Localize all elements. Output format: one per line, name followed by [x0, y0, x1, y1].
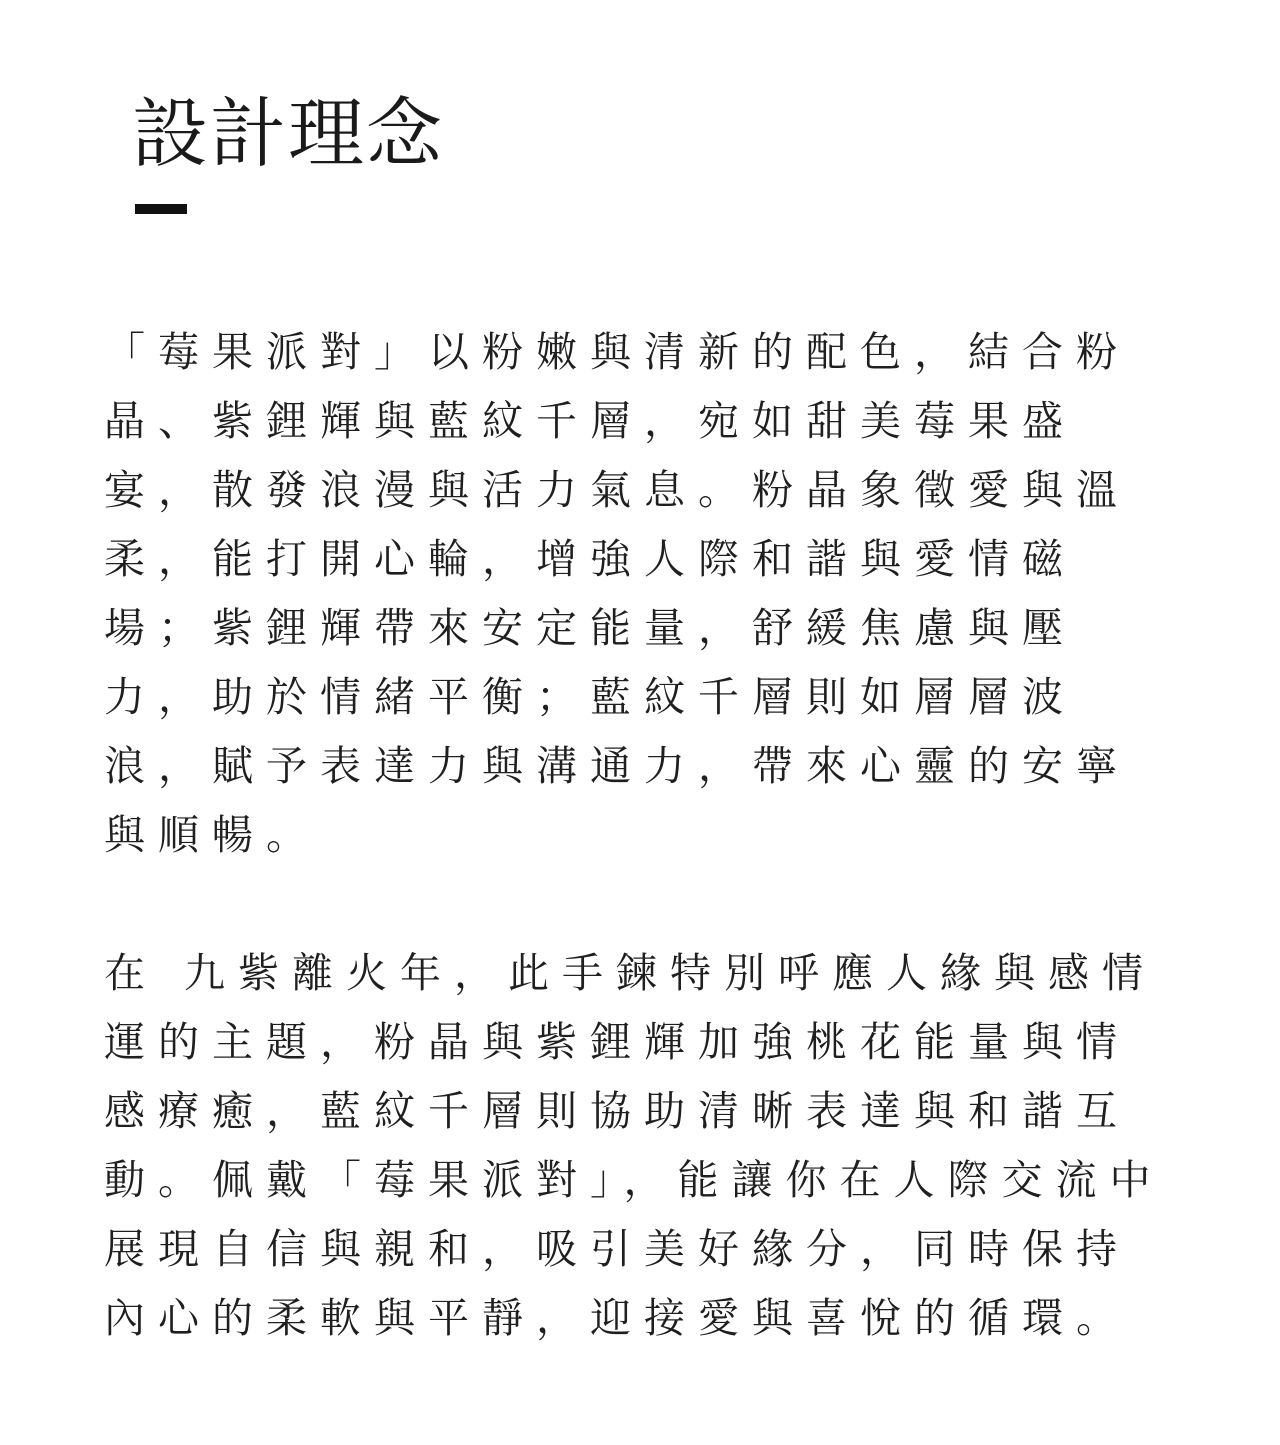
text-line: 動。佩戴「莓果派對」，能讓你在人際交流中	[104, 1156, 1164, 1204]
body-text	[104, 318, 1204, 1422]
text-line: 內心的柔軟與平靜，迎接愛與喜悅的循環。	[104, 1294, 1130, 1342]
text-line: 在 九紫離火年，此手鍊特別呼應人緣與感情	[104, 949, 1157, 997]
text-line: 宴，散發浪漫與活力氣息。粉晶象徵愛與溫	[104, 466, 1130, 514]
text-line: 浪，賦予表達力與溝通力，帶來心靈的安寧	[104, 742, 1130, 790]
text-line: 感療癒，藍紋千層則協助清晰表達與和諧互	[104, 1087, 1130, 1135]
text-line: 運的主題，粉晶與紫鋰輝加強桃花能量與情	[104, 1018, 1130, 1066]
text-line: 晶、紫鋰輝與藍紋千層，宛如甜美莓果盛	[104, 397, 1076, 445]
title-underline	[135, 204, 187, 214]
page-title: 設計理念	[132, 89, 444, 178]
text-line: 力，助於情緒平衡；藍紋千層則如層層波	[104, 673, 1076, 721]
paragraph-fortune	[104, 939, 1204, 1353]
text-line: 場；紫鋰輝帶來安定能量，舒緩焦慮與壓	[104, 604, 1076, 652]
text-line: 與順暢。	[104, 811, 320, 859]
paragraph-intro	[104, 318, 1204, 870]
text-line: 展現自信與親和，吸引美好緣分，同時保持	[104, 1225, 1130, 1273]
text-line: 柔，能打開心輪，增強人際和諧與愛情磁	[104, 535, 1076, 583]
text-line: 「莓果派對」以粉嫩與清新的配色，結合粉	[104, 328, 1130, 376]
